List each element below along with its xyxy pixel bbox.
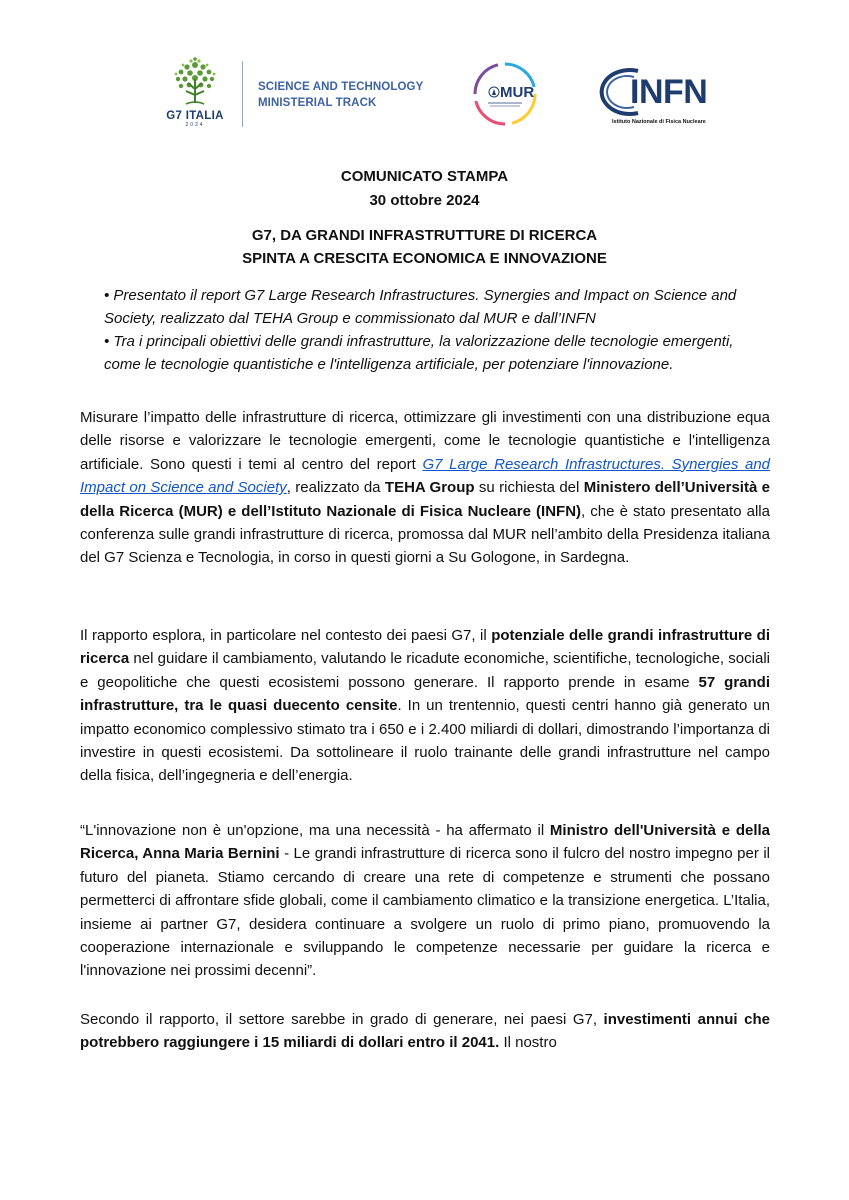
mur-logo — [470, 59, 540, 129]
text: su richiesta del — [474, 479, 584, 497]
text: - Le grandi infrastrutture di ricerca sono il fulcro del nostro impegno per il futuro del pianeta. Stiamo cercando di creare una rete di competenze e strumenti che possano permetterci di affrontare sfide globali, come il cambiamento climatico e la transizione energetica. L’Italia, insieme ai partner G7, desidera continuare a svolgere un ruolo di primo piano, promuovendo la cooperazione internazionale e sviluppando le competenze necessarie per guidare la ricerca e l'innovazione nei prossimi decenni”. — [80, 845, 770, 980]
infn-logo — [598, 65, 708, 135]
bold-text: investimenti annui che potrebbero raggiungere i 15 miliardi di dollari entro il 2041. — [80, 1011, 770, 1052]
text: Il nostro — [499, 1034, 557, 1052]
summary-bullets — [104, 284, 764, 376]
press-date: 30 ottobre 2024 — [369, 192, 480, 209]
bold-text: 57 grandi infrastrutture, tra le quasi duecento censite — [80, 673, 770, 715]
bold-text: Ministero dell’Università e della Ricerca (MUR) e dell’Istituto Nazionale di Fisica Nucleare (INFN) — [80, 479, 771, 520]
headline-line1: G7, DA GRANDI INFRASTRUTTURE DI RICERCA — [251, 227, 598, 244]
ministerial-track-title — [258, 79, 423, 111]
g7-year: 2024 — [185, 122, 205, 128]
g7-italia-logo — [150, 55, 240, 135]
header-divider — [242, 61, 243, 127]
text: Secondo il rapporto, il settore sarebbe in grado di generare, nei paesi G7, — [80, 1011, 604, 1028]
text: Misurare l’impatto delle infrastrutture di ricerca, ottimizzare gli investimenti con una distribuzione equa delle risorse e valorizzare le tecnologie emergenti, come le tecnologie quantistiche e l'intelligenza artificiale. Sono questi i temi al centro del report — [80, 409, 770, 473]
headline-line2: SPINTA A CRESCITA ECONOMICA E INNOVAZIONE — [242, 250, 607, 267]
header-logos — [150, 55, 710, 145]
track-line1: SCIENCE AND TECHNOLOGY — [258, 81, 424, 93]
summary-bullet: • Presentato il report G7 Large Research Infrastructures. Synergies and Impact on Science and Society, realizzato dal TEHA Group e commissionato dal MUR e dall’INFN — [104, 287, 737, 327]
text: “L'innovazione non è un'opzione, ma una necessità - ha affermato il — [80, 822, 550, 839]
text: , che è stato presentato alla conferenza sulle grandi infrastrutture di ricerca, promossa dal MUR nell’ambito della Presidenza italiana del G7 Scienza e Tecnologia, in corso in questi giorni a Su Gologone, in Sardegna. — [80, 502, 770, 567]
paragraph-investments — [80, 1008, 770, 1055]
text: Il rapporto esplora, in particolare nel contesto dei paesi G7, il — [80, 627, 492, 644]
mur-label: MUR — [500, 84, 535, 101]
text: nel guidare il cambiamento, valutando le ricadute economiche, scientifiche, tecnologiche, sociali e geopolitiche che questi ecosistemi possono generare. Il rapporto prende in esame — [80, 650, 770, 691]
g7-name: G7 ITALIA — [166, 110, 224, 122]
paragraph-intro — [80, 406, 770, 570]
infn-subtitle: Istituto Nazionale di Fisica Nucleare — [612, 119, 706, 125]
track-line2: MINISTERIAL TRACK — [258, 97, 377, 109]
text: . In un trentennio, questi centri hanno già generato un impatto economico complessivo stimato tra i 650 e i 2.400 miliardi di dollari, dimostrando l’importanza di investire in questi ecosistemi. Da sottolineare il ruolo trainante delle grandi infrastrutture nel campo della fisica, dell’ingegneria e dell’energia. — [80, 697, 770, 785]
bold-text: TEHA Group — [384, 479, 475, 497]
summary-bullet: • Tra i principali obiettivi delle grandi infrastrutture, la valorizzazione delle tecnologie emergenti, come le tecnologie quantistiche e l'intelligenza artificiale, per potenziare l'innovazione. — [104, 333, 734, 373]
report-link[interactable]: G7 Large Research Infrastructures. Synergies and Impact on Science and Society — [80, 455, 771, 497]
bold-text: potenziale delle grandi infrastrutture di ricerca — [80, 627, 770, 668]
press-label: COMUNICATO STAMPA — [340, 168, 509, 185]
tree-icon — [168, 55, 222, 109]
paragraph-quote — [80, 819, 770, 983]
paragraph-analysis — [80, 624, 770, 788]
infn-label: INFN — [630, 73, 708, 111]
bold-text: Ministro dell'Università e della Ricerca, Anna Maria Bernini — [80, 822, 770, 863]
text: , realizzato da — [286, 479, 385, 497]
